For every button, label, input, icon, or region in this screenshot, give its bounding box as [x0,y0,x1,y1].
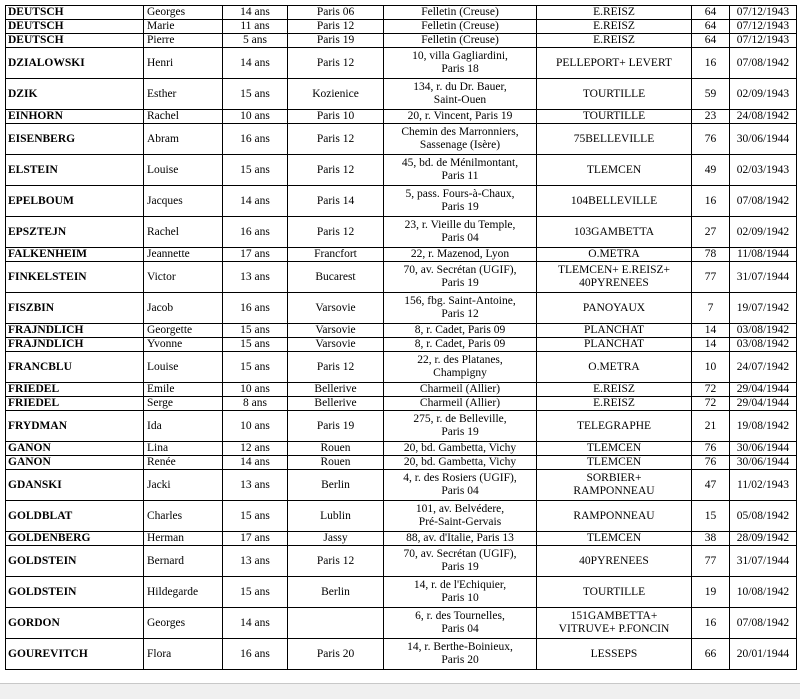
cell-date: 30/06/1944 [730,124,797,155]
cell-convoy-number: 16 [692,48,730,79]
cell-age: 16 ans [223,639,288,670]
table-row [6,532,797,546]
cell-address: 5, pass. Fours-à-Chaux, Paris 19 [384,186,537,217]
cell-convoy-number: 27 [692,217,730,248]
cell-age: 15 ans [223,338,288,352]
cell-address: 156, fbg. Saint-Antoine, Paris 12 [384,293,537,324]
cell-date: 10/08/1942 [730,577,797,608]
table-row [6,338,797,352]
cell-school: 75BELLEVILLE [537,124,692,155]
cell-convoy-number: 47 [692,470,730,501]
table-row [6,155,797,186]
cell-first-name: Serge [144,397,223,411]
cell-first-name: Ida [144,411,223,442]
cell-birthplace: Rouen [288,442,384,456]
cell-last-name: EINHORN [6,110,144,124]
cell-last-name: EPSZTEJN [6,217,144,248]
cell-school: TLEMCEN [537,456,692,470]
cell-birthplace: Bellerive [288,397,384,411]
cell-school: PANOYAUX [537,293,692,324]
cell-date: 31/07/1944 [730,262,797,293]
cell-convoy-number: 16 [692,186,730,217]
cell-birthplace: Paris 10 [288,110,384,124]
cell-birthplace: Kozienice [288,79,384,110]
cell-school: RAMPONNEAU [537,501,692,532]
cell-address: 101, av. Belvédere, Pré-Saint-Gervais [384,501,537,532]
cell-birthplace [288,608,384,639]
cell-age: 10 ans [223,383,288,397]
cell-age: 17 ans [223,248,288,262]
cell-birthplace: Bucarest [288,262,384,293]
cell-address: 70, av. Secrétan (UGIF), Paris 19 [384,546,537,577]
cell-first-name: Louise [144,155,223,186]
cell-address: 20, bd. Gambetta, Vichy [384,442,537,456]
cell-birthplace: Varsovie [288,338,384,352]
cell-date: 07/08/1942 [730,608,797,639]
cell-date: 07/12/1943 [730,34,797,48]
cell-birthplace: Jassy [288,532,384,546]
cell-school: E.REISZ [537,6,692,20]
cell-last-name: GANON [6,442,144,456]
cell-date: 11/02/1943 [730,470,797,501]
cell-address: 275, r. de Belleville, Paris 19 [384,411,537,442]
cell-birthplace: Paris 19 [288,34,384,48]
cell-school: TLEMCEN [537,532,692,546]
cell-last-name: EISENBERG [6,124,144,155]
cell-convoy-number: 14 [692,324,730,338]
cell-date: 02/09/1943 [730,79,797,110]
cell-last-name: FRAJNDLICH [6,338,144,352]
cell-convoy-number: 76 [692,124,730,155]
cell-age: 13 ans [223,262,288,293]
cell-birthplace: Paris 12 [288,48,384,79]
table-row [6,352,797,383]
cell-age: 8 ans [223,397,288,411]
cell-convoy-number: 10 [692,352,730,383]
cell-school: TOURTILLE [537,577,692,608]
cell-convoy-number: 21 [692,411,730,442]
cell-date: 07/12/1943 [730,20,797,34]
cell-last-name: FRIEDEL [6,397,144,411]
cell-age: 16 ans [223,293,288,324]
cell-last-name: DZIK [6,79,144,110]
cell-first-name: Yvonne [144,338,223,352]
table-body [6,6,797,670]
cell-date: 07/12/1943 [730,6,797,20]
cell-convoy-number: 77 [692,262,730,293]
cell-age: 10 ans [223,110,288,124]
table-row [6,34,797,48]
cell-birthplace: Francfort [288,248,384,262]
cell-birthplace: Berlin [288,577,384,608]
cell-school: 104BELLEVILLE [537,186,692,217]
cell-address: Felletin (Creuse) [384,6,537,20]
cell-first-name: Georgette [144,324,223,338]
cell-address: 8, r. Cadet, Paris 09 [384,324,537,338]
cell-first-name: Emile [144,383,223,397]
cell-school: E.REISZ [537,20,692,34]
cell-school: TOURTILLE [537,110,692,124]
cell-address: 23, r. Vieille du Temple, Paris 04 [384,217,537,248]
cell-school: TOURTILLE [537,79,692,110]
cell-convoy-number: 16 [692,608,730,639]
cell-convoy-number: 78 [692,248,730,262]
cell-date: 28/09/1942 [730,532,797,546]
cell-school: 40PYRENEES [537,546,692,577]
cell-date: 31/07/1944 [730,546,797,577]
cell-school: PLANCHAT [537,338,692,352]
cell-convoy-number: 76 [692,442,730,456]
cell-birthplace: Paris 12 [288,155,384,186]
cell-school: PELLEPORT+ LEVERT [537,48,692,79]
cell-date: 24/07/1942 [730,352,797,383]
cell-address: 70, av. Secrétan (UGIF), Paris 19 [384,262,537,293]
cell-date: 19/07/1942 [730,293,797,324]
cell-first-name: Hildegarde [144,577,223,608]
cell-last-name: GORDON [6,608,144,639]
cell-first-name: Louise [144,352,223,383]
table-row [6,324,797,338]
cell-first-name: Herman [144,532,223,546]
cell-birthplace: Paris 12 [288,217,384,248]
cell-date: 24/08/1942 [730,110,797,124]
cell-address: 22, r. Mazenod, Lyon [384,248,537,262]
cell-convoy-number: 72 [692,383,730,397]
cell-address: 6, r. des Tournelles, Paris 04 [384,608,537,639]
cell-age: 15 ans [223,324,288,338]
table-row [6,546,797,577]
table-row [6,411,797,442]
cell-address: 14, r. Berthe-Boinieux, Paris 20 [384,639,537,670]
table-row [6,383,797,397]
cell-school: O.METRA [537,352,692,383]
table-row [6,186,797,217]
cell-birthplace: Paris 12 [288,124,384,155]
table-row [6,470,797,501]
cell-first-name: Georges [144,6,223,20]
cell-last-name: FALKENHEIM [6,248,144,262]
cell-last-name: GOLDSTEIN [6,577,144,608]
cell-first-name: Henri [144,48,223,79]
cell-age: 17 ans [223,532,288,546]
cell-last-name: FRYDMAN [6,411,144,442]
cell-address: Felletin (Creuse) [384,34,537,48]
cell-date: 30/06/1944 [730,456,797,470]
cell-first-name: Rachel [144,217,223,248]
cell-school: TLEMCEN [537,442,692,456]
cell-age: 5 ans [223,34,288,48]
cell-last-name: DEUTSCH [6,6,144,20]
cell-age: 16 ans [223,217,288,248]
cell-school: SORBIER+ RAMPONNEAU [537,470,692,501]
cell-address: Charmeil (Allier) [384,397,537,411]
cell-convoy-number: 49 [692,155,730,186]
cell-last-name: GOLDBLAT [6,501,144,532]
cell-last-name: GOLDENBERG [6,532,144,546]
cell-age: 15 ans [223,155,288,186]
cell-age: 13 ans [223,546,288,577]
cell-school: 151GAMBETTA+ VITRUVE+ P.FONCIN [537,608,692,639]
table-row [6,501,797,532]
cell-last-name: EPELBOUM [6,186,144,217]
cell-birthplace: Rouen [288,456,384,470]
cell-school: TLEMCEN [537,155,692,186]
table-row [6,262,797,293]
cell-date: 05/08/1942 [730,501,797,532]
cell-address: 20, bd. Gambetta, Vichy [384,456,537,470]
cell-last-name: FRIEDEL [6,383,144,397]
cell-convoy-number: 76 [692,456,730,470]
cell-date: 11/08/1944 [730,248,797,262]
cell-age: 12 ans [223,442,288,456]
cell-age: 15 ans [223,501,288,532]
cell-date: 29/04/1944 [730,383,797,397]
cell-first-name: Marie [144,20,223,34]
table-row [6,456,797,470]
cell-first-name: Lina [144,442,223,456]
viewer-bottom-edge [0,683,800,699]
cell-address: Chemin des Marronniers, Sassenage (Isère) [384,124,537,155]
cell-date: 30/06/1944 [730,442,797,456]
cell-date: 07/08/1942 [730,186,797,217]
cell-last-name: ELSTEIN [6,155,144,186]
table-row [6,20,797,34]
table-row [6,397,797,411]
cell-age: 14 ans [223,6,288,20]
cell-address: 22, r. des Platanes, Champigny [384,352,537,383]
table-row [6,217,797,248]
cell-birthplace: Paris 12 [288,20,384,34]
cell-convoy-number: 7 [692,293,730,324]
cell-convoy-number: 66 [692,639,730,670]
cell-date: 03/08/1942 [730,324,797,338]
table-row [6,442,797,456]
cell-birthplace: Paris 14 [288,186,384,217]
cell-age: 14 ans [223,186,288,217]
cell-age: 14 ans [223,48,288,79]
cell-address: 14, r. de l'Echiquier, Paris 10 [384,577,537,608]
cell-age: 15 ans [223,577,288,608]
cell-age: 14 ans [223,456,288,470]
table-row [6,79,797,110]
cell-date: 03/08/1942 [730,338,797,352]
cell-last-name: FINKELSTEIN [6,262,144,293]
cell-birthplace: Lublin [288,501,384,532]
cell-address: Felletin (Creuse) [384,20,537,34]
cell-birthplace: Berlin [288,470,384,501]
cell-date: 19/08/1942 [730,411,797,442]
cell-birthplace: Bellerive [288,383,384,397]
table-row [6,110,797,124]
cell-first-name: Georges [144,608,223,639]
cell-age: 15 ans [223,79,288,110]
cell-age: 13 ans [223,470,288,501]
cell-address: 4, r. des Rosiers (UGIF), Paris 04 [384,470,537,501]
cell-age: 10 ans [223,411,288,442]
table-row [6,639,797,670]
cell-date: 20/01/1944 [730,639,797,670]
cell-school: E.REISZ [537,34,692,48]
cell-first-name: Rachel [144,110,223,124]
cell-last-name: DEUTSCH [6,20,144,34]
cell-address: 10, villa Gagliardini, Paris 18 [384,48,537,79]
cell-birthplace: Varsovie [288,293,384,324]
cell-first-name: Abram [144,124,223,155]
cell-date: 29/04/1944 [730,397,797,411]
cell-convoy-number: 59 [692,79,730,110]
cell-address: 88, av. d'Italie, Paris 13 [384,532,537,546]
table-row [6,48,797,79]
table-row [6,608,797,639]
cell-convoy-number: 38 [692,532,730,546]
cell-school: E.REISZ [537,383,692,397]
cell-age: 16 ans [223,124,288,155]
cell-birthplace: Paris 06 [288,6,384,20]
cell-first-name: Jeannette [144,248,223,262]
cell-convoy-number: 14 [692,338,730,352]
cell-birthplace: Paris 20 [288,639,384,670]
cell-age: 15 ans [223,352,288,383]
cell-school: PLANCHAT [537,324,692,338]
cell-address: 8, r. Cadet, Paris 09 [384,338,537,352]
cell-age: 14 ans [223,608,288,639]
cell-first-name: Flora [144,639,223,670]
cell-birthplace: Paris 19 [288,411,384,442]
cell-last-name: FISZBIN [6,293,144,324]
cell-address: 134, r. du Dr. Bauer, Saint-Ouen [384,79,537,110]
cell-last-name: GANON [6,456,144,470]
cell-convoy-number: 15 [692,501,730,532]
cell-birthplace: Paris 12 [288,546,384,577]
cell-last-name: GDANSKI [6,470,144,501]
table-row [6,577,797,608]
cell-convoy-number: 64 [692,20,730,34]
cell-last-name: FRANCBLU [6,352,144,383]
cell-first-name: Jacob [144,293,223,324]
cell-convoy-number: 19 [692,577,730,608]
cell-last-name: FRAJNDLICH [6,324,144,338]
deportation-records-table [5,5,797,670]
cell-last-name: DEUTSCH [6,34,144,48]
cell-first-name: Renée [144,456,223,470]
cell-birthplace: Varsovie [288,324,384,338]
cell-last-name: DZIALOWSKI [6,48,144,79]
table-row [6,293,797,324]
cell-convoy-number: 72 [692,397,730,411]
cell-first-name: Esther [144,79,223,110]
cell-school: TELEGRAPHE [537,411,692,442]
cell-address: 45, bd. de Ménilmontant, Paris 11 [384,155,537,186]
cell-school: 103GAMBETTA [537,217,692,248]
cell-first-name: Pierre [144,34,223,48]
table-row [6,248,797,262]
cell-school: O.METRA [537,248,692,262]
table-row [6,6,797,20]
cell-school: TLEMCEN+ E.REISZ+ 40PYRENEES [537,262,692,293]
cell-date: 02/09/1942 [730,217,797,248]
cell-first-name: Victor [144,262,223,293]
cell-convoy-number: 23 [692,110,730,124]
cell-age: 11 ans [223,20,288,34]
cell-school: LESSEPS [537,639,692,670]
cell-school: E.REISZ [537,397,692,411]
cell-birthplace: Paris 12 [288,352,384,383]
cell-first-name: Bernard [144,546,223,577]
cell-first-name: Jacques [144,186,223,217]
cell-address: Charmeil (Allier) [384,383,537,397]
cell-date: 07/08/1942 [730,48,797,79]
cell-convoy-number: 77 [692,546,730,577]
cell-last-name: GOLDSTEIN [6,546,144,577]
cell-first-name: Charles [144,501,223,532]
cell-date: 02/03/1943 [730,155,797,186]
cell-address: 20, r. Vincent, Paris 19 [384,110,537,124]
cell-last-name: GOUREVITCH [6,639,144,670]
cell-first-name: Jacki [144,470,223,501]
table-row [6,124,797,155]
cell-convoy-number: 64 [692,34,730,48]
cell-convoy-number: 64 [692,6,730,20]
